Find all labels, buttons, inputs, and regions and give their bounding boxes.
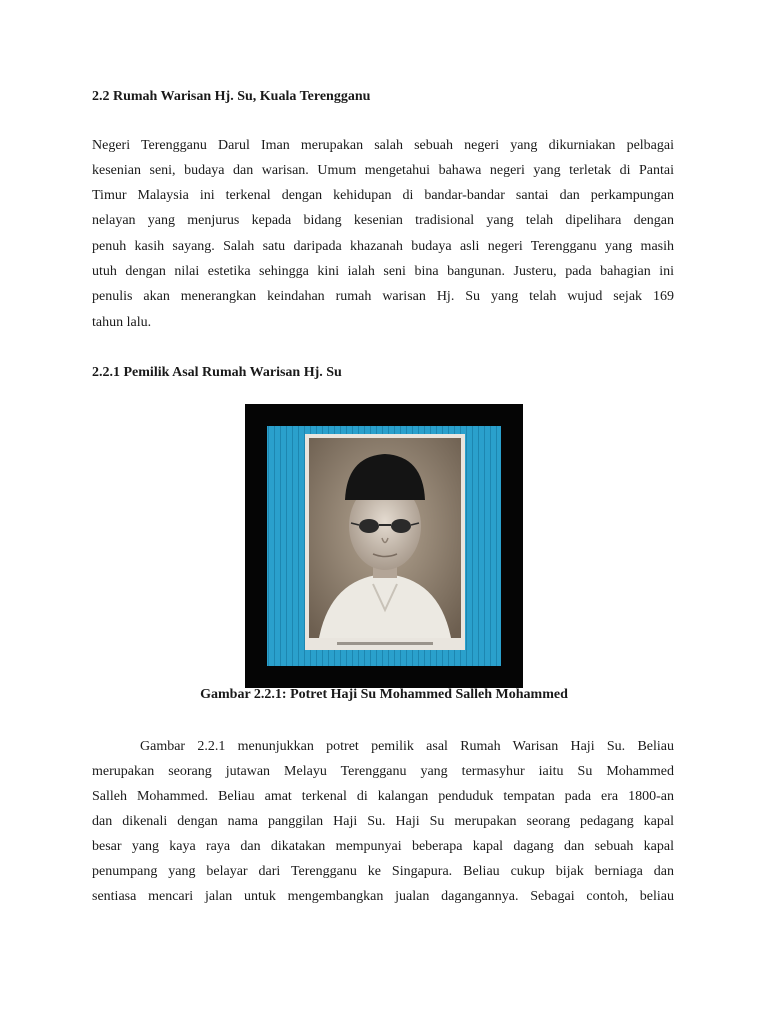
paragraph-line: penuh kasih sayang. Salah satu daripada khazanah budaya asli negeri Terengganu yang masih [92,239,674,254]
paragraph-line: penumpang yang belayar dari Terengganu ke Singapura. Beliau cukup bijak berniaga dan [92,864,674,879]
paragraph-line: penulis akan menerangkan keindahan rumah warisan Hj. Su yang telah wujud sejak 169 [92,289,674,304]
portrait-photo [245,404,523,688]
paragraph-line: kesenian seni, budaya dan warisan. Umum mengetahui bahawa negeri yang terletak di Pantai [92,163,674,178]
paragraph-line: utuh dengan nilai estetika sehingga kini ialah seni bina bangunan. Justeru, pada bahagian ini [92,264,674,279]
paragraph-line: sentiasa mencari jalan untuk mengembangkan jualan dagangannya. Sebagai contoh, beliau [92,889,674,904]
paragraph-line: tahun lalu. [92,315,152,330]
paragraph-line: merupakan seorang jutawan Melayu Terengganu yang termasyhur iaitu Su Mohammed [92,764,674,779]
subsection-heading: 2.2.1 Pemilik Asal Rumah Warisan Hj. Su [92,365,342,380]
paragraph-line: besar yang kaya raya dan dikatakan mempunyai beberapa kapal dagang dan sebuah kapal [92,839,674,854]
paragraph-line: Gambar 2.2.1 menunjukkan potret pemilik asal Rumah Warisan Haji Su. Beliau [140,739,674,754]
portrait-image [245,404,523,688]
paragraph-line: Timur Malaysia ini terkenal dengan kehidupan di bandar-bandar santai dan perkampungan [92,188,674,203]
paragraph-line: nelayan yang menjurus kepada bidang kesenian tradisional yang telah dipelihara dengan [92,213,674,228]
paragraph-line: Negeri Terengganu Darul Iman merupakan salah sebuah negeri yang dikurniakan pelbagai [92,138,674,153]
section-heading: 2.2 Rumah Warisan Hj. Su, Kuala Terengganu [92,89,371,104]
figure-caption: Gambar 2.2.1: Potret Haji Su Mohammed Salleh Mohammed [200,687,568,702]
paragraph-line: Salleh Mohammed. Beliau amat terkenal di kalangan penduduk tempatan pada era 1800-an [92,789,674,804]
paragraph-line: dan dikenali dengan nama panggilan Haji Su. Haji Su merupakan seorang pedagang kapal [92,814,674,829]
